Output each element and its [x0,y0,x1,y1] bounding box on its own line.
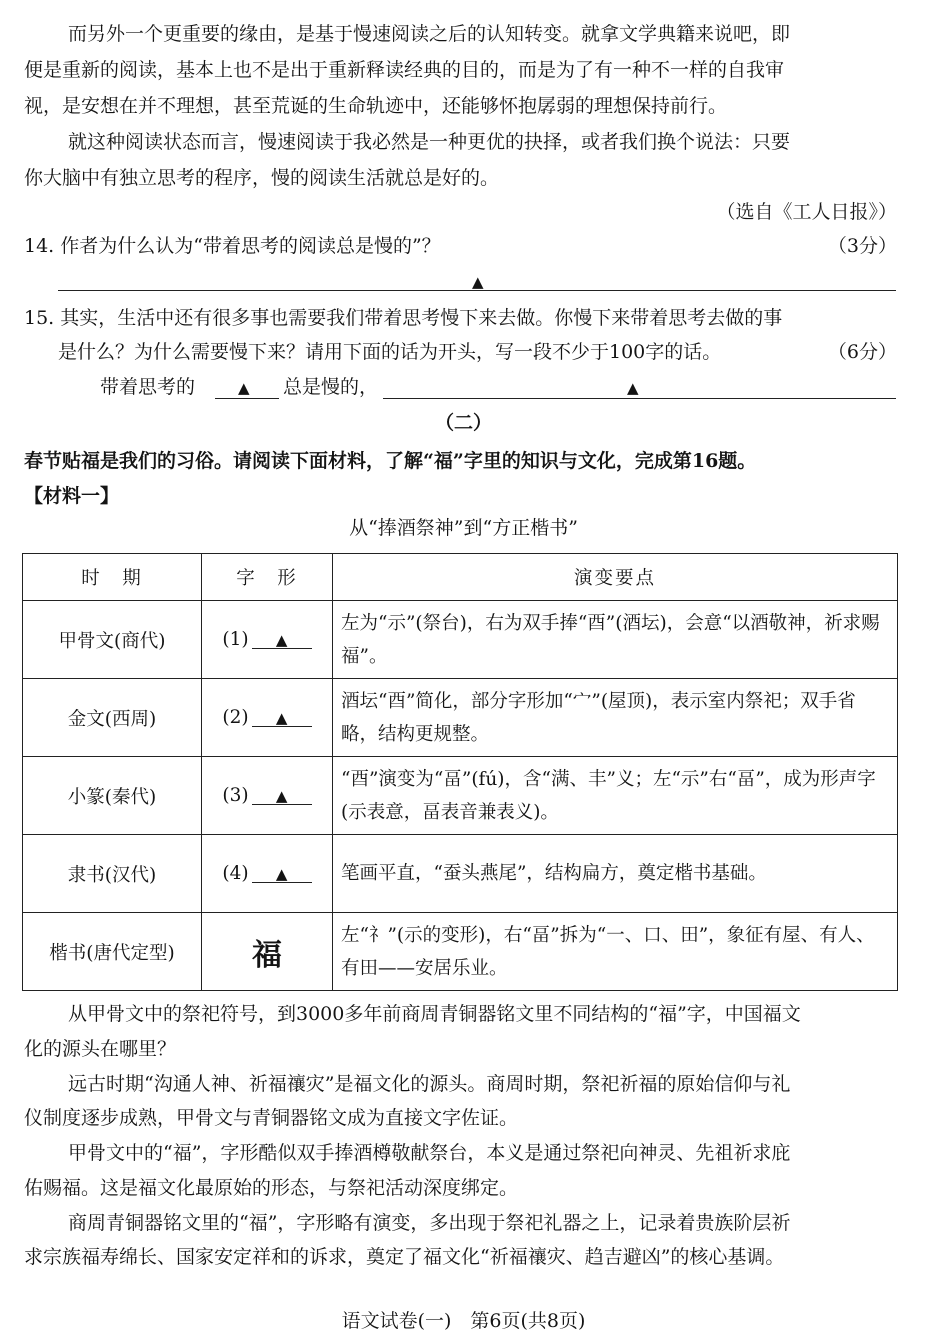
form-cell [202,601,333,679]
period-cell: 小篆(秦代) [23,757,202,835]
header-form: 字 形 [202,554,333,601]
question-15-prompt-middle: 总是慢的， [283,376,379,398]
body-paragraph-2-line-2: 仪制度逐步成熟，甲骨文与青铜器铭文成为直接文字佐证。 [24,1107,519,1129]
header-period: 时 期 [23,554,202,601]
character-evolution-table [22,553,898,991]
form-label: (2) [222,707,249,728]
material-label: 【材料一】 [24,485,120,507]
points-cell: “酉”演变为“畐”(fú)，含“满、丰”义；左“示”右“畐”，成为形声字(示表意，畐表音兼表义)。 [333,757,898,835]
body-paragraph-1-line-1: 从甲骨文中的祭祀符号，到3000多年前商周青铜器铭文里不同结构的“福”字，中国福文 [68,1003,801,1025]
table-row [23,601,898,679]
intro-paragraph-2-line-1: 就这种阅读状态而言，慢速阅读于我必然是一种更优的抉择，或者我们换个说法：只要 [68,131,791,153]
page-footer: 语文试卷(一) 第6页(共8页) [341,1310,586,1332]
question-15-line-2: 是什么？为什么需要慢下来？请用下面的话为开头，写一段不少于100字的话。 [58,341,722,363]
question-15-score: （6分） [827,341,897,363]
question-15-blank-2[interactable] [383,398,896,399]
points-cell: 左“礻”(示的变形)，右“畐”拆为“一、口、田”，象征有屋、有人、有田——安居乐业。 [333,913,898,991]
form-label: (3) [222,785,249,806]
form-cell [202,913,333,991]
kaishu-fu-character: 福 [252,937,282,973]
form-label: (1) [222,629,249,650]
table-row [23,679,898,757]
points-cell: 左为“示”(祭台)，右为双手捧“酉”(酒坛)，会意“以酒敬神，祈求赐福”。 [333,601,898,679]
question-14: 14. 作者为什么认为“带着思考的阅读总是慢的”？ [24,235,441,257]
form-cell [202,757,333,835]
table-header-row [23,554,898,601]
form-cell [202,835,333,913]
table-title: 从“捧酒祭神”到“方正楷书” [349,517,578,539]
points-cell: 笔画平直，“蚕头燕尾”，结构扁方，奠定楷书基础。 [333,835,898,913]
period-cell: 隶书(汉代) [23,835,202,913]
table-row [23,913,898,991]
form-blank[interactable]: ▲ [252,866,312,883]
form-blank[interactable]: ▲ [252,710,312,727]
form-blank[interactable]: ▲ [252,632,312,649]
body-paragraph-4-line-2: 求宗族福寿绵长、国家安定祥和的诉求，奠定了福文化“祈福禳灾、趋吉避凶”的核心基调。 [24,1246,785,1268]
body-paragraph-4-line-1: 商周青铜器铭文里的“福”，字形略有演变，多出现于祭祀礼器之上，记录着贵族阶层祈 [68,1212,791,1234]
points-cell: 酒坛“酉”简化，部分字形加“宀”(屋顶)，表示室内祭祀；双手省略，结构更规整。 [333,679,898,757]
body-paragraph-2-line-1: 远古时期“沟通人神、祈福禳灾”是福文化的源头。商周时期，祭祀祈福的原始信仰与礼 [68,1073,791,1095]
body-paragraph-3-line-1: 甲骨文中的“福”，字形酷似双手捧酒樽敬献祭台，本义是通过祭祀向神灵、先祖祈求庇 [68,1142,791,1164]
table-row [23,835,898,913]
period-cell: 甲骨文(商代) [23,601,202,679]
intro-paragraph-1-line-1: 而另外一个更重要的缘由，是基于慢速阅读之后的认知转变。就拿文学典籍来说吧，即 [68,23,791,45]
intro-paragraph-2-line-2: 你大脑中有独立思考的程序，慢的阅读生活就总是好的。 [24,167,500,189]
question-15-blank-1[interactable] [215,398,279,399]
intro-paragraph-1-line-2: 便是重新的阅读，基本上也不是出于重新释读经典的目的，而是为了有一种不一样的自我审 [24,59,785,81]
body-paragraph-1-line-2: 化的源头在哪里？ [24,1038,177,1060]
period-cell: 金文(西周) [23,679,202,757]
source-citation: （选自《工人日报》） [716,201,897,223]
table-row [23,757,898,835]
answer-mark-icon: ▲ [238,379,250,397]
question-14-score: （3分） [827,235,897,257]
header-points: 演变要点 [333,554,898,601]
form-blank[interactable]: ▲ [252,788,312,805]
answer-mark-icon: ▲ [627,379,639,397]
form-label: (4) [222,863,249,884]
body-paragraph-3-line-2: 佑赐福。这是福文化最原始的形态，与祭祀活动深度绑定。 [24,1177,519,1199]
section-heading: （二） [434,412,492,434]
answer-mark-icon: ▲ [472,273,484,291]
intro-paragraph-1-line-3: 视，是安想在并不理想，甚至荒诞的生命轨迹中，还能够怀抱孱弱的理想保持前行。 [24,95,728,117]
question-15-prompt-start: 带着思考的 [100,376,196,398]
period-cell: 楷书(唐代定型) [23,913,202,991]
form-cell [202,679,333,757]
section-intro: 春节贴福是我们的习俗。请阅读下面材料，了解“福”字里的知识与文化，完成第16题。 [24,450,757,472]
question-15-line-1: 15. 其实，生活中还有很多事也需要我们带着思考慢下来去做。你慢下来带着思考去做的事 [24,307,783,329]
